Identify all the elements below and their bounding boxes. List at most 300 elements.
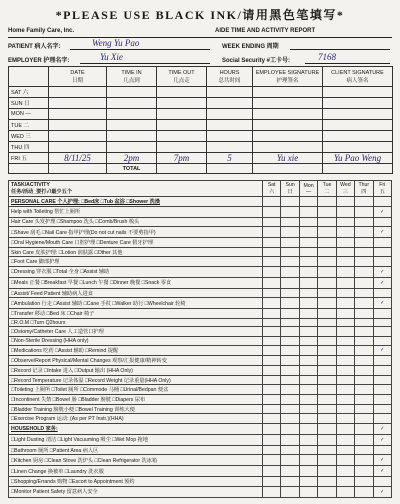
activity-check-cell[interactable] <box>263 345 281 356</box>
timesheet-cell-hours[interactable] <box>207 87 253 98</box>
timesheet-cell-out[interactable]: 7pm <box>157 153 207 164</box>
activity-check-cell[interactable] <box>336 206 354 217</box>
activity-check-cell[interactable] <box>355 318 373 326</box>
activity-check-cell[interactable] <box>263 337 281 345</box>
activity-row <box>9 318 392 326</box>
activity-task-label: □Shopping/Errands 购物 □Escort to Appointment 预约 <box>9 477 263 487</box>
activity-check-cell[interactable] <box>281 267 299 278</box>
activity-check-cell[interactable] <box>281 477 299 487</box>
activity-check-cell[interactable] <box>299 277 317 288</box>
activity-check-cell[interactable] <box>355 424 373 435</box>
timesheet-col-header: DATE 日期 <box>49 67 107 87</box>
timesheet-col-header: CLIENT SIGNATURE 病人签名 <box>323 67 393 87</box>
activity-check-cell[interactable] <box>263 257 281 267</box>
activity-check-cell[interactable] <box>336 356 354 366</box>
activity-check-cell[interactable] <box>336 366 354 376</box>
timesheet-cell-in[interactable] <box>107 98 157 109</box>
activity-check-cell[interactable] <box>281 327 299 337</box>
activity-check-cell[interactable] <box>318 337 336 345</box>
activity-check-cell[interactable] <box>318 267 336 278</box>
activity-check-cell[interactable] <box>336 298 354 309</box>
activity-check-cell[interactable] <box>336 434 354 445</box>
activity-check-cell[interactable] <box>355 345 373 356</box>
activity-check-cell[interactable] <box>281 366 299 376</box>
activity-check-cell[interactable] <box>355 434 373 445</box>
activity-check-cell[interactable] <box>263 455 281 466</box>
timesheet-cell-hours[interactable] <box>207 142 253 153</box>
activity-check-cell[interactable] <box>281 356 299 366</box>
activity-check-cell[interactable] <box>355 238 373 248</box>
activity-check-cell[interactable] <box>336 277 354 288</box>
activity-check-cell[interactable] <box>281 217 299 227</box>
page-banner: *PLEASE USE BLACK INK/请用黑色笔填写* <box>55 8 345 22</box>
activity-check-cell[interactable] <box>336 424 354 435</box>
timesheet-table <box>8 66 393 174</box>
activity-check-cell[interactable] <box>281 345 299 356</box>
activity-check-cell[interactable] <box>263 404 281 414</box>
activity-check-cell[interactable] <box>336 486 354 497</box>
activity-check-cell[interactable] <box>336 227 354 238</box>
total-label: TOTAL <box>107 164 157 174</box>
timesheet-cell-client[interactable] <box>323 131 393 142</box>
timesheet-cell-emp[interactable] <box>253 142 323 153</box>
activity-check-cell[interactable] <box>281 197 299 207</box>
activity-check-cell[interactable] <box>281 238 299 248</box>
activity-check-cell[interactable] <box>263 318 281 326</box>
activity-check-cell[interactable] <box>336 257 354 267</box>
activity-check-cell[interactable] <box>336 337 354 345</box>
activity-check-cell[interactable] <box>318 366 336 376</box>
activity-check-cell[interactable] <box>355 227 373 238</box>
activity-check-cell[interactable] <box>336 288 354 298</box>
activity-check-fri[interactable] <box>373 395 391 405</box>
timesheet-cell-in[interactable] <box>107 120 157 131</box>
activity-check-fri[interactable] <box>373 366 391 376</box>
activity-check-cell[interactable] <box>318 277 336 288</box>
timesheet-cell-in[interactable] <box>107 142 157 153</box>
activity-task-label: Skin Care 皮肤护理: □Lotion 润肤露 □Other 其他 <box>9 247 263 257</box>
timesheet-cell-in[interactable] <box>107 109 157 120</box>
activity-check-fri[interactable]: ✓ <box>373 206 391 217</box>
activity-check-cell[interactable] <box>318 197 336 207</box>
activity-check-cell[interactable] <box>299 366 317 376</box>
activity-check-cell[interactable] <box>299 206 317 217</box>
activity-check-cell[interactable] <box>299 227 317 238</box>
timesheet-cell-day: SAT 六 <box>9 87 49 98</box>
activity-check-cell[interactable] <box>318 356 336 366</box>
activity-check-fri[interactable]: ✓ <box>373 267 391 278</box>
activity-check-cell[interactable] <box>299 298 317 309</box>
timesheet-cell-client[interactable] <box>323 87 393 98</box>
activity-check-cell[interactable] <box>299 257 317 267</box>
activity-check-cell[interactable] <box>355 455 373 466</box>
activity-task-label: □Transfer 移动 □Bed 床 □Chair 椅子 <box>9 309 263 319</box>
timesheet-cell-date[interactable] <box>49 120 107 131</box>
activity-row <box>9 356 392 366</box>
activity-check-cell[interactable] <box>299 385 317 395</box>
activity-check-fri[interactable]: ✓ <box>373 434 391 445</box>
company-name: Home Family Care, Inc. <box>8 28 75 34</box>
activity-check-cell[interactable] <box>355 197 373 207</box>
week-ending-underline <box>290 49 390 50</box>
activity-check-cell[interactable] <box>281 257 299 267</box>
activity-check-cell[interactable] <box>299 247 317 257</box>
activity-day-header: Fri 五 <box>373 181 391 197</box>
activity-task-label: □Non-Sterile Dressing (HHA only) <box>9 337 263 345</box>
activity-check-cell[interactable] <box>318 327 336 337</box>
patient-label: PATIENT 病人名字: <box>8 44 61 50</box>
activity-day-header: Mon — <box>299 181 317 197</box>
activity-check-cell[interactable] <box>336 197 354 207</box>
activity-row <box>9 404 392 414</box>
activity-check-cell[interactable] <box>299 288 317 298</box>
activity-check-cell[interactable] <box>299 404 317 414</box>
activity-check-cell[interactable] <box>318 385 336 395</box>
timesheet-cell-date[interactable] <box>49 98 107 109</box>
activity-check-cell[interactable] <box>263 385 281 395</box>
activity-check-cell[interactable] <box>318 375 336 385</box>
activity-check-cell[interactable] <box>336 477 354 487</box>
timesheet-row <box>9 120 393 131</box>
activity-check-cell[interactable] <box>299 356 317 366</box>
timesheet-cell-client[interactable]: Yu Pao Weng <box>323 153 393 164</box>
activity-check-cell[interactable] <box>355 298 373 309</box>
activity-check-cell[interactable] <box>355 337 373 345</box>
activity-check-fri[interactable] <box>373 238 391 248</box>
activity-check-fri[interactable] <box>373 375 391 385</box>
activity-check-fri[interactable] <box>373 337 391 345</box>
activity-check-cell[interactable] <box>318 288 336 298</box>
activity-check-cell[interactable] <box>355 385 373 395</box>
activity-check-cell[interactable] <box>263 197 281 207</box>
timesheet-cell-client[interactable] <box>323 120 393 131</box>
activity-check-cell[interactable] <box>281 445 299 455</box>
timesheet-total-row <box>9 164 393 174</box>
activity-check-cell[interactable] <box>318 298 336 309</box>
activity-check-fri[interactable]: ✓ <box>373 227 391 238</box>
timesheet-cell-hours[interactable] <box>207 98 253 109</box>
activity-check-cell[interactable] <box>299 395 317 405</box>
activity-check-cell[interactable] <box>263 327 281 337</box>
timesheet-cell-emp[interactable] <box>253 120 323 131</box>
activity-check-cell[interactable] <box>355 327 373 337</box>
activity-check-cell[interactable] <box>318 466 336 477</box>
activity-check-cell[interactable] <box>299 466 317 477</box>
employer-underline <box>80 63 210 64</box>
activity-check-cell[interactable] <box>299 375 317 385</box>
activity-check-cell[interactable] <box>318 424 336 435</box>
activity-check-cell[interactable] <box>355 288 373 298</box>
activity-check-cell[interactable] <box>281 486 299 497</box>
timesheet-cell-emp[interactable] <box>253 87 323 98</box>
activity-check-cell[interactable] <box>299 309 317 319</box>
activity-check-cell[interactable] <box>355 414 373 424</box>
timesheet-cell-client[interactable] <box>323 98 393 109</box>
timesheet-col-header: TIME IN 几点到 <box>107 67 157 87</box>
activity-check-cell[interactable] <box>318 455 336 466</box>
activity-check-cell[interactable] <box>281 434 299 445</box>
activity-check-cell[interactable] <box>318 257 336 267</box>
activity-check-fri[interactable]: ✓ <box>373 486 391 497</box>
activity-check-cell[interactable] <box>299 445 317 455</box>
activity-check-cell[interactable] <box>263 356 281 366</box>
activity-day-header: Sun 日 <box>281 181 299 197</box>
activity-check-cell[interactable] <box>318 445 336 455</box>
activity-check-cell[interactable] <box>263 298 281 309</box>
activity-check-cell[interactable] <box>299 238 317 248</box>
timesheet-row <box>9 87 393 98</box>
activity-task-label: □Dressing 穿衣服 □Total 全身 □Assist 辅助 <box>9 267 263 278</box>
activity-row <box>9 395 392 405</box>
activity-check-cell[interactable] <box>281 375 299 385</box>
activity-check-cell[interactable] <box>318 434 336 445</box>
timesheet-cell-date[interactable] <box>49 142 107 153</box>
activity-check-cell[interactable] <box>336 217 354 227</box>
activity-check-cell[interactable] <box>318 395 336 405</box>
activity-check-cell[interactable] <box>263 434 281 445</box>
timesheet-cell-out[interactable] <box>157 142 207 153</box>
activity-check-cell[interactable] <box>355 247 373 257</box>
activity-check-cell[interactable] <box>281 298 299 309</box>
timesheet-cell-hours[interactable]: 5 <box>207 153 253 164</box>
activity-check-cell[interactable] <box>336 414 354 424</box>
activity-check-cell[interactable] <box>336 385 354 395</box>
activity-row <box>9 327 392 337</box>
activity-check-cell[interactable] <box>299 477 317 487</box>
activity-check-cell[interactable] <box>263 445 281 455</box>
activity-check-cell[interactable] <box>318 206 336 217</box>
timesheet-cell-hours[interactable] <box>207 131 253 142</box>
activity-check-cell[interactable] <box>299 217 317 227</box>
activity-check-cell[interactable] <box>263 424 281 435</box>
activity-check-cell[interactable] <box>336 267 354 278</box>
timesheet-col-header: HOURS 总共时间 <box>207 67 253 87</box>
activity-check-cell[interactable] <box>355 217 373 227</box>
activity-table <box>8 180 392 498</box>
timesheet-cell-in[interactable] <box>107 87 157 98</box>
activity-check-cell[interactable] <box>355 375 373 385</box>
activity-check-cell[interactable] <box>281 466 299 477</box>
activity-check-cell[interactable] <box>263 414 281 424</box>
activity-check-fri[interactable] <box>373 477 391 487</box>
activity-row <box>9 277 392 288</box>
activity-check-cell[interactable] <box>281 395 299 405</box>
activity-check-fri[interactable] <box>373 197 391 207</box>
activity-check-fri[interactable] <box>373 327 391 337</box>
activity-check-cell[interactable] <box>299 434 317 445</box>
timesheet-cell-out[interactable] <box>157 87 207 98</box>
activity-check-fri[interactable] <box>373 414 391 424</box>
activity-check-cell[interactable] <box>355 486 373 497</box>
activity-check-cell[interactable] <box>318 238 336 248</box>
activity-check-cell[interactable] <box>336 345 354 356</box>
activity-check-cell[interactable] <box>263 288 281 298</box>
activity-check-cell[interactable] <box>263 309 281 319</box>
activity-check-cell[interactable] <box>318 477 336 487</box>
activity-check-cell[interactable] <box>355 309 373 319</box>
activity-check-cell[interactable] <box>281 455 299 466</box>
activity-row <box>9 217 392 227</box>
activity-check-cell[interactable] <box>318 404 336 414</box>
activity-check-cell[interactable] <box>263 227 281 238</box>
activity-check-cell[interactable] <box>336 318 354 326</box>
activity-check-fri[interactable]: ✓ <box>373 424 391 435</box>
activity-check-fri[interactable] <box>373 217 391 227</box>
activity-check-cell[interactable] <box>355 257 373 267</box>
activity-check-cell[interactable] <box>299 337 317 345</box>
activity-check-cell[interactable] <box>263 486 281 497</box>
timesheet-cell-hours[interactable] <box>207 120 253 131</box>
timesheet-cell-date[interactable]: 8/11/25 <box>49 153 107 164</box>
activity-task-label: □Kitchen 厨房 □Clean Stove 洗炉头 □Clean Refrigerator 洗冰箱 <box>9 455 263 466</box>
activity-check-cell[interactable] <box>263 477 281 487</box>
activity-check-cell[interactable] <box>263 267 281 278</box>
activity-check-cell[interactable] <box>263 395 281 405</box>
activity-check-cell[interactable] <box>336 404 354 414</box>
activity-check-cell[interactable] <box>281 227 299 238</box>
activity-check-fri[interactable]: ✓ <box>373 455 391 466</box>
timesheet-cell-emp[interactable] <box>253 131 323 142</box>
activity-check-cell[interactable] <box>318 309 336 319</box>
activity-check-fri[interactable]: ✓ <box>373 345 391 356</box>
activity-check-cell[interactable] <box>336 466 354 477</box>
activity-check-fri[interactable] <box>373 257 391 267</box>
activity-check-cell[interactable] <box>318 227 336 238</box>
timesheet-cell-hours[interactable] <box>207 109 253 120</box>
activity-check-fri[interactable] <box>373 356 391 366</box>
activity-check-fri[interactable] <box>373 318 391 326</box>
activity-check-cell[interactable] <box>281 309 299 319</box>
activity-task-label: □Oral Hygiene/Mouth Care 口腔护理 □Denture Care 假牙护理 <box>9 238 263 248</box>
form-title: AIDE TIME AND ACTIVITY REPORT <box>215 28 316 34</box>
timesheet-cell-emp[interactable] <box>253 98 323 109</box>
timesheet-cell-in[interactable] <box>107 131 157 142</box>
timesheet-cell-emp[interactable] <box>253 109 323 120</box>
activity-task-label: □Ostomy/Catheter Care 人工造管口护理 <box>9 327 263 337</box>
activity-row <box>9 477 392 487</box>
activity-task-label: □Linen Change 换被单 □Laundry 洗衣服 <box>9 466 263 477</box>
activity-check-cell[interactable] <box>263 206 281 217</box>
activity-check-cell[interactable] <box>318 486 336 497</box>
activity-task-label: □Light Dusting 清洁 □Light Vacuuming 吸尘 □Wet Mop 拖地 <box>9 434 263 445</box>
activity-check-fri[interactable]: ✓ <box>373 277 391 288</box>
timesheet-cell-client[interactable] <box>323 142 393 153</box>
activity-check-cell[interactable] <box>336 455 354 466</box>
activity-check-cell[interactable] <box>336 327 354 337</box>
activity-check-cell[interactable] <box>281 414 299 424</box>
timesheet-cell-out[interactable] <box>157 98 207 109</box>
activity-check-cell[interactable] <box>263 366 281 376</box>
activity-check-cell[interactable] <box>299 318 317 326</box>
timesheet-cell-in[interactable]: 2pm <box>107 153 157 164</box>
timesheet-cell-day: MON — <box>9 109 49 120</box>
activity-check-cell[interactable] <box>336 238 354 248</box>
activity-check-cell[interactable] <box>299 197 317 207</box>
activity-check-cell[interactable] <box>336 375 354 385</box>
activity-check-fri[interactable]: ✓ <box>373 466 391 477</box>
activity-check-cell[interactable] <box>299 414 317 424</box>
activity-check-cell[interactable] <box>318 414 336 424</box>
activity-check-cell[interactable] <box>263 466 281 477</box>
activity-check-cell[interactable] <box>281 206 299 217</box>
activity-check-cell[interactable] <box>336 445 354 455</box>
timesheet-cell-client[interactable] <box>323 109 393 120</box>
timesheet-cell-out[interactable] <box>157 109 207 120</box>
activity-check-cell[interactable] <box>263 277 281 288</box>
timesheet-cell-day: THU 四 <box>9 142 49 153</box>
activity-check-fri[interactable] <box>373 288 391 298</box>
activity-check-cell[interactable] <box>355 466 373 477</box>
activity-check-cell[interactable] <box>318 345 336 356</box>
activity-check-cell[interactable] <box>281 318 299 326</box>
activity-check-fri[interactable] <box>373 445 391 455</box>
activity-check-cell[interactable] <box>318 217 336 227</box>
activity-check-cell[interactable] <box>281 385 299 395</box>
activity-task-label: □Incontinent 失禁 □Bowel 肠 □Bladder 膀胱 □Diapers 尿布 <box>9 395 263 405</box>
activity-check-cell[interactable] <box>263 238 281 248</box>
activity-check-cell[interactable] <box>281 288 299 298</box>
timesheet-cell-out[interactable] <box>157 120 207 131</box>
activity-check-cell[interactable] <box>318 247 336 257</box>
activity-check-cell[interactable] <box>281 337 299 345</box>
activity-check-cell[interactable] <box>318 318 336 326</box>
activity-check-cell[interactable] <box>355 477 373 487</box>
activity-check-cell[interactable] <box>299 424 317 435</box>
timesheet-cell-date[interactable] <box>49 87 107 98</box>
activity-check-cell[interactable] <box>299 267 317 278</box>
activity-check-cell[interactable] <box>336 309 354 319</box>
activity-day-header: Tue 二 <box>318 181 336 197</box>
activity-check-fri[interactable]: ✓ <box>373 298 391 309</box>
activity-check-fri[interactable] <box>373 309 391 319</box>
activity-check-cell[interactable] <box>281 424 299 435</box>
timesheet-row <box>9 131 393 142</box>
activity-check-fri[interactable] <box>373 385 391 395</box>
activity-check-cell[interactable] <box>299 486 317 497</box>
activity-check-cell[interactable] <box>355 356 373 366</box>
activity-check-cell[interactable] <box>336 247 354 257</box>
activity-check-cell[interactable] <box>355 277 373 288</box>
activity-row <box>9 375 392 385</box>
activity-check-cell[interactable] <box>355 445 373 455</box>
activity-check-cell[interactable] <box>299 327 317 337</box>
timesheet-cell-out[interactable] <box>157 131 207 142</box>
activity-check-cell[interactable] <box>299 455 317 466</box>
employer-name-value: Yu Xie <box>100 52 123 62</box>
activity-check-cell[interactable] <box>336 395 354 405</box>
activity-check-cell[interactable] <box>355 366 373 376</box>
activity-check-cell[interactable] <box>355 206 373 217</box>
employer-label: EMPLOYER 护理名字: <box>8 58 70 64</box>
timesheet-cell-date[interactable] <box>49 131 107 142</box>
timesheet-cell-emp[interactable]: Yu xie <box>253 153 323 164</box>
activity-check-cell[interactable] <box>281 404 299 414</box>
activity-row <box>9 298 392 309</box>
activity-check-cell[interactable] <box>281 247 299 257</box>
activity-day-header: Sat 六 <box>263 181 281 197</box>
activity-check-cell[interactable] <box>263 217 281 227</box>
activity-check-cell[interactable] <box>355 404 373 414</box>
activity-check-fri[interactable] <box>373 247 391 257</box>
activity-check-cell[interactable] <box>281 277 299 288</box>
timesheet-cell-date[interactable] <box>49 109 107 120</box>
activity-check-fri[interactable] <box>373 404 391 414</box>
activity-check-cell[interactable] <box>263 247 281 257</box>
activity-check-cell[interactable] <box>299 345 317 356</box>
activity-check-cell[interactable] <box>263 375 281 385</box>
activity-check-cell[interactable] <box>355 395 373 405</box>
activity-check-cell[interactable] <box>355 267 373 278</box>
